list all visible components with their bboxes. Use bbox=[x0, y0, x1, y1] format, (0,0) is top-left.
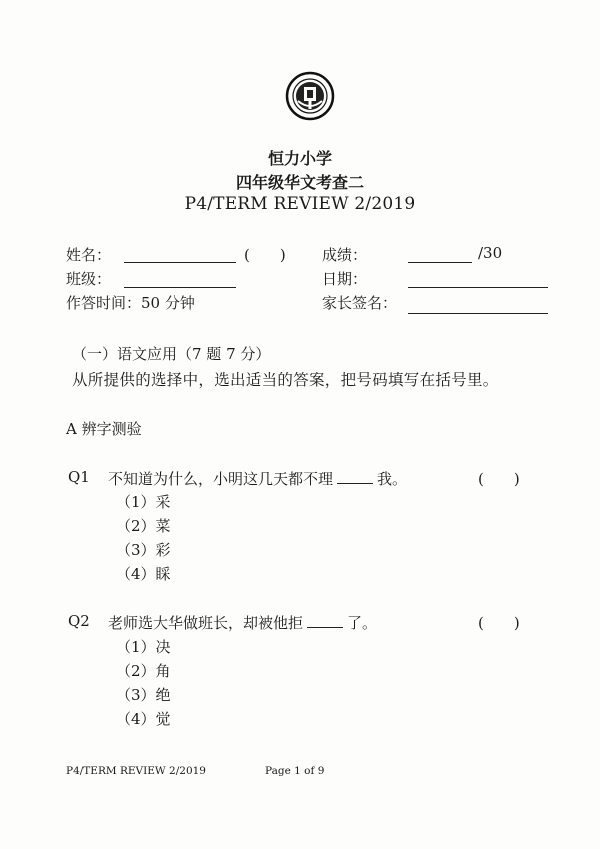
answer-paren[interactable]: ( ) bbox=[478, 470, 520, 488]
score-total: /30 bbox=[478, 244, 503, 262]
name-paren: ( ) bbox=[244, 246, 286, 264]
question-text-before: 不知道为什么，小明这几天都不理 bbox=[108, 470, 334, 488]
option-item: （2）角 bbox=[116, 662, 171, 680]
question-number: Q2 bbox=[68, 612, 90, 630]
footer-term: P4/TERM REVIEW 2/2019 bbox=[66, 765, 206, 777]
option-item: （1）决 bbox=[116, 638, 171, 656]
option-item: （2）菜 bbox=[116, 517, 171, 535]
question-text-after: 我。 bbox=[377, 470, 408, 488]
exam-subtitle: 四年级华文考查二 bbox=[235, 173, 364, 192]
name-label: 姓名： bbox=[66, 246, 112, 264]
question-text-before: 老师选大华做班长，却被他拒 bbox=[108, 614, 304, 632]
option-item: （4）觉 bbox=[116, 710, 171, 728]
section-title: （一）语文应用（7 题 7 分） bbox=[72, 345, 271, 363]
name-line[interactable] bbox=[124, 262, 236, 263]
question-text bbox=[108, 468, 407, 489]
answer-paren[interactable]: ( ) bbox=[478, 614, 520, 632]
option-item: （3）绝 bbox=[116, 686, 171, 704]
date-line[interactable] bbox=[408, 287, 548, 288]
option-item: （3）彩 bbox=[116, 541, 171, 559]
footer-page-number: Page 1 of 9 bbox=[265, 765, 325, 777]
score-label: 成绩： bbox=[322, 246, 368, 264]
answer-blank[interactable] bbox=[337, 482, 373, 484]
school-name: 恒力小学 bbox=[267, 149, 332, 168]
question-text bbox=[108, 612, 377, 633]
subsection-title: A 辨字测验 bbox=[66, 420, 142, 438]
option-item: （4）睬 bbox=[116, 565, 171, 583]
time-label: 作答时间：50 分钟 bbox=[66, 294, 195, 312]
class-label: 班级： bbox=[66, 270, 112, 288]
parent-signature-line[interactable] bbox=[408, 313, 548, 314]
score-line[interactable] bbox=[408, 262, 472, 263]
parent-signature-label: 家长签名： bbox=[322, 294, 398, 312]
date-label: 日期： bbox=[322, 270, 368, 288]
school-crest-icon bbox=[285, 71, 335, 121]
option-item: （1）采 bbox=[116, 493, 171, 511]
question-text-after: 了。 bbox=[347, 614, 378, 632]
section-instruction: 从所提供的选择中，选出适当的答案，把号码填写在括号里。 bbox=[72, 371, 499, 389]
exam-term: P4/TERM REVIEW 2/2019 bbox=[184, 194, 416, 214]
answer-blank[interactable] bbox=[307, 626, 343, 628]
class-line[interactable] bbox=[124, 287, 236, 288]
question-number: Q1 bbox=[68, 468, 90, 486]
